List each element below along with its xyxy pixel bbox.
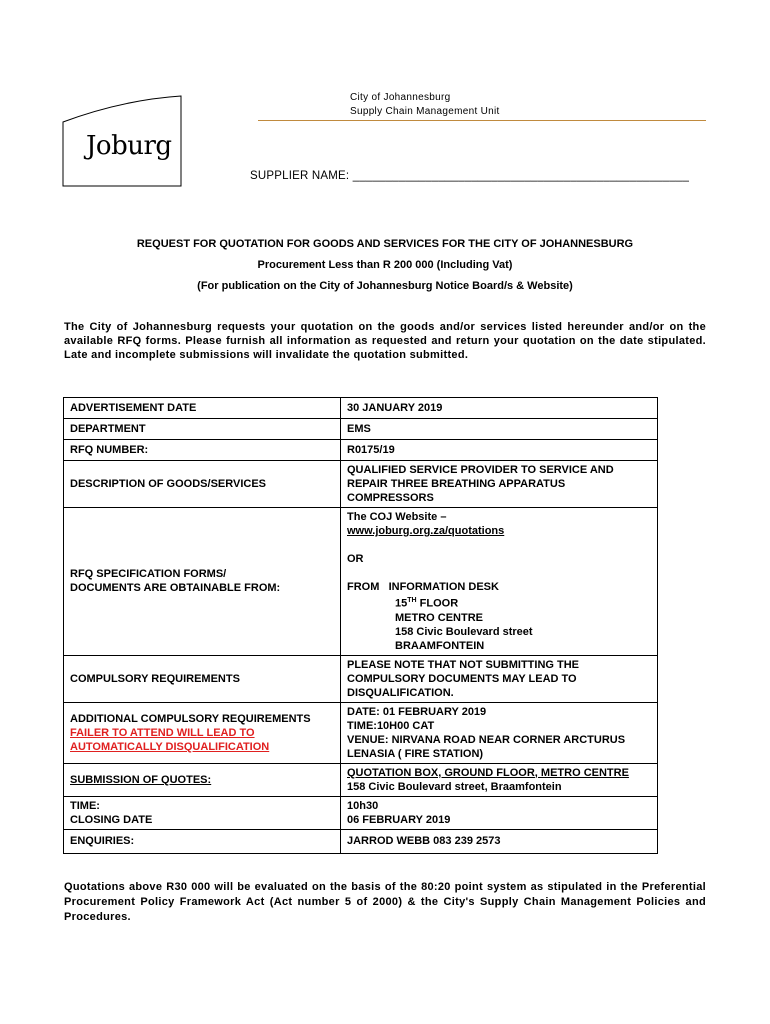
forms-address-line-4: 158 Civic Boulevard street (395, 625, 533, 638)
table-row (64, 419, 658, 440)
joburg-logo (62, 95, 182, 187)
description-label: DESCRIPTION OF GOODS/SERVICES (64, 461, 341, 508)
closing-label (64, 796, 341, 829)
briefing-venue: VENUE: NIRVANA ROAD NEAR CORNER ARCTURUS LENASIA ( FIRE STATION) (347, 733, 626, 760)
additional-label-text: ADDITIONAL COMPULSORY REQUIREMENTS (70, 712, 311, 725)
enquiries-value: JARROD WEBB 083 239 2573 (341, 829, 658, 853)
rfq-number-value: R0175/19 (341, 440, 658, 461)
rfq-number-label: RFQ NUMBER: (64, 440, 341, 461)
submission-address: 158 Civic Boulevard street, Braamfontein (347, 780, 562, 793)
forms-or-text: OR (347, 553, 364, 565)
department-label: DEPARTMENT (64, 419, 341, 440)
closing-date-value: 06 FEBRUARY 2019 (347, 813, 451, 826)
enquiries-label: ENQUIRIES: (64, 829, 341, 853)
time-value: 10h30 (347, 799, 379, 812)
forms-address-line-2: 15TH FLOOR (395, 597, 459, 610)
briefing-time: TIME:10H00 CAT (347, 719, 435, 732)
forms-address (347, 580, 651, 594)
table-row (64, 440, 658, 461)
table-row (64, 796, 658, 829)
table-row (64, 702, 658, 763)
rfq-details-table (63, 397, 658, 854)
forms-value (341, 508, 658, 656)
compulsory-value: PLEASE NOTE THAT NOT SUBMITTING THE COMPULSORY DOCUMENTS MAY LEAD TO DISQUALIFICATION. (341, 655, 658, 702)
closing-date-label: CLOSING DATE (70, 813, 153, 826)
table-row (64, 829, 658, 853)
submission-box: QUOTATION BOX, GROUND FLOOR, METRO CENTRE (347, 766, 629, 779)
briefing-date: DATE: 01 FEBRUARY 2019 (347, 705, 487, 718)
table-row (64, 763, 658, 796)
advert-date-label: ADVERTISEMENT DATE (64, 398, 341, 419)
forms-website-link[interactable]: www.joburg.org.za/quotations (347, 525, 505, 537)
forms-label-line-2: DOCUMENTS ARE OBTAINABLE FROM: (70, 582, 281, 595)
supplier-blank: ___________________________________________________ (352, 170, 690, 182)
submission-value (341, 763, 658, 796)
forms-label (64, 508, 341, 656)
header-divider (258, 120, 706, 121)
supplier-label: SUPPLIER NAME: (250, 170, 350, 182)
disqualification-warning: FAILER TO ATTEND WILL LEAD TO AUTOMATICALLY DISQUALIFICATION (70, 726, 270, 753)
forms-address-line-1: INFORMATION DESK (388, 581, 499, 593)
org-unit: Supply Chain Management Unit (350, 106, 500, 117)
table-row (64, 461, 658, 508)
department-value: EMS (341, 419, 658, 440)
intro-paragraph: The City of Johannesburg requests your quotation on the goods and/or services listed hereunder and/or on the available RFQ forms. Please furnish all information as requested and return your quotation on the date stipulated. Late and incomplete submissions will invalidate the quotation submitted. (64, 321, 706, 361)
additional-requirements-label (64, 702, 341, 763)
page-subtitle: Procurement Less than R 200 000 (Including Vat) (257, 259, 513, 271)
table-row (64, 508, 658, 656)
advert-date-value: 30 JANUARY 2019 (341, 398, 658, 419)
forms-address-line-3: METRO CENTRE (395, 611, 483, 624)
org-header (350, 91, 500, 119)
supplier-name-field (250, 170, 689, 182)
description-value: QUALIFIED SERVICE PROVIDER TO SERVICE AND REPAIR THREE BREATHING APPARATUS COMPRESSORS (341, 461, 658, 508)
forms-from-text: FROM (347, 581, 380, 593)
logo-wordmark: Joburg (86, 131, 172, 161)
evaluation-note: Quotations above R30 000 will be evaluated on the basis of the 80:20 point system as stipulated in the Preferential Procurement Policy Framework Act (Act number 5 of 2000) & the City's Supply Chain Management Policies and Procedures. (64, 881, 706, 923)
forms-label-line-1: RFQ SPECIFICATION FORMS/ (70, 568, 227, 581)
submission-label: SUBMISSION OF QUOTES: (64, 763, 341, 796)
forms-address-line-5: BRAAMFONTEIN (395, 639, 485, 652)
forms-website-text: The COJ Website – (347, 511, 447, 523)
briefing-details (341, 702, 658, 763)
time-label: TIME: (70, 799, 100, 812)
compulsory-label: COMPULSORY REQUIREMENTS (64, 655, 341, 702)
table-row (64, 398, 658, 419)
publication-note: (For publication on the City of Johannesburg Notice Board/s & Website) (197, 280, 573, 292)
table-row (64, 655, 658, 702)
org-name: City of Johannesburg (350, 92, 451, 103)
closing-value (341, 796, 658, 829)
page-title: REQUEST FOR QUOTATION FOR GOODS AND SERVICES FOR THE CITY OF JOHANNESBURG (136, 238, 634, 250)
